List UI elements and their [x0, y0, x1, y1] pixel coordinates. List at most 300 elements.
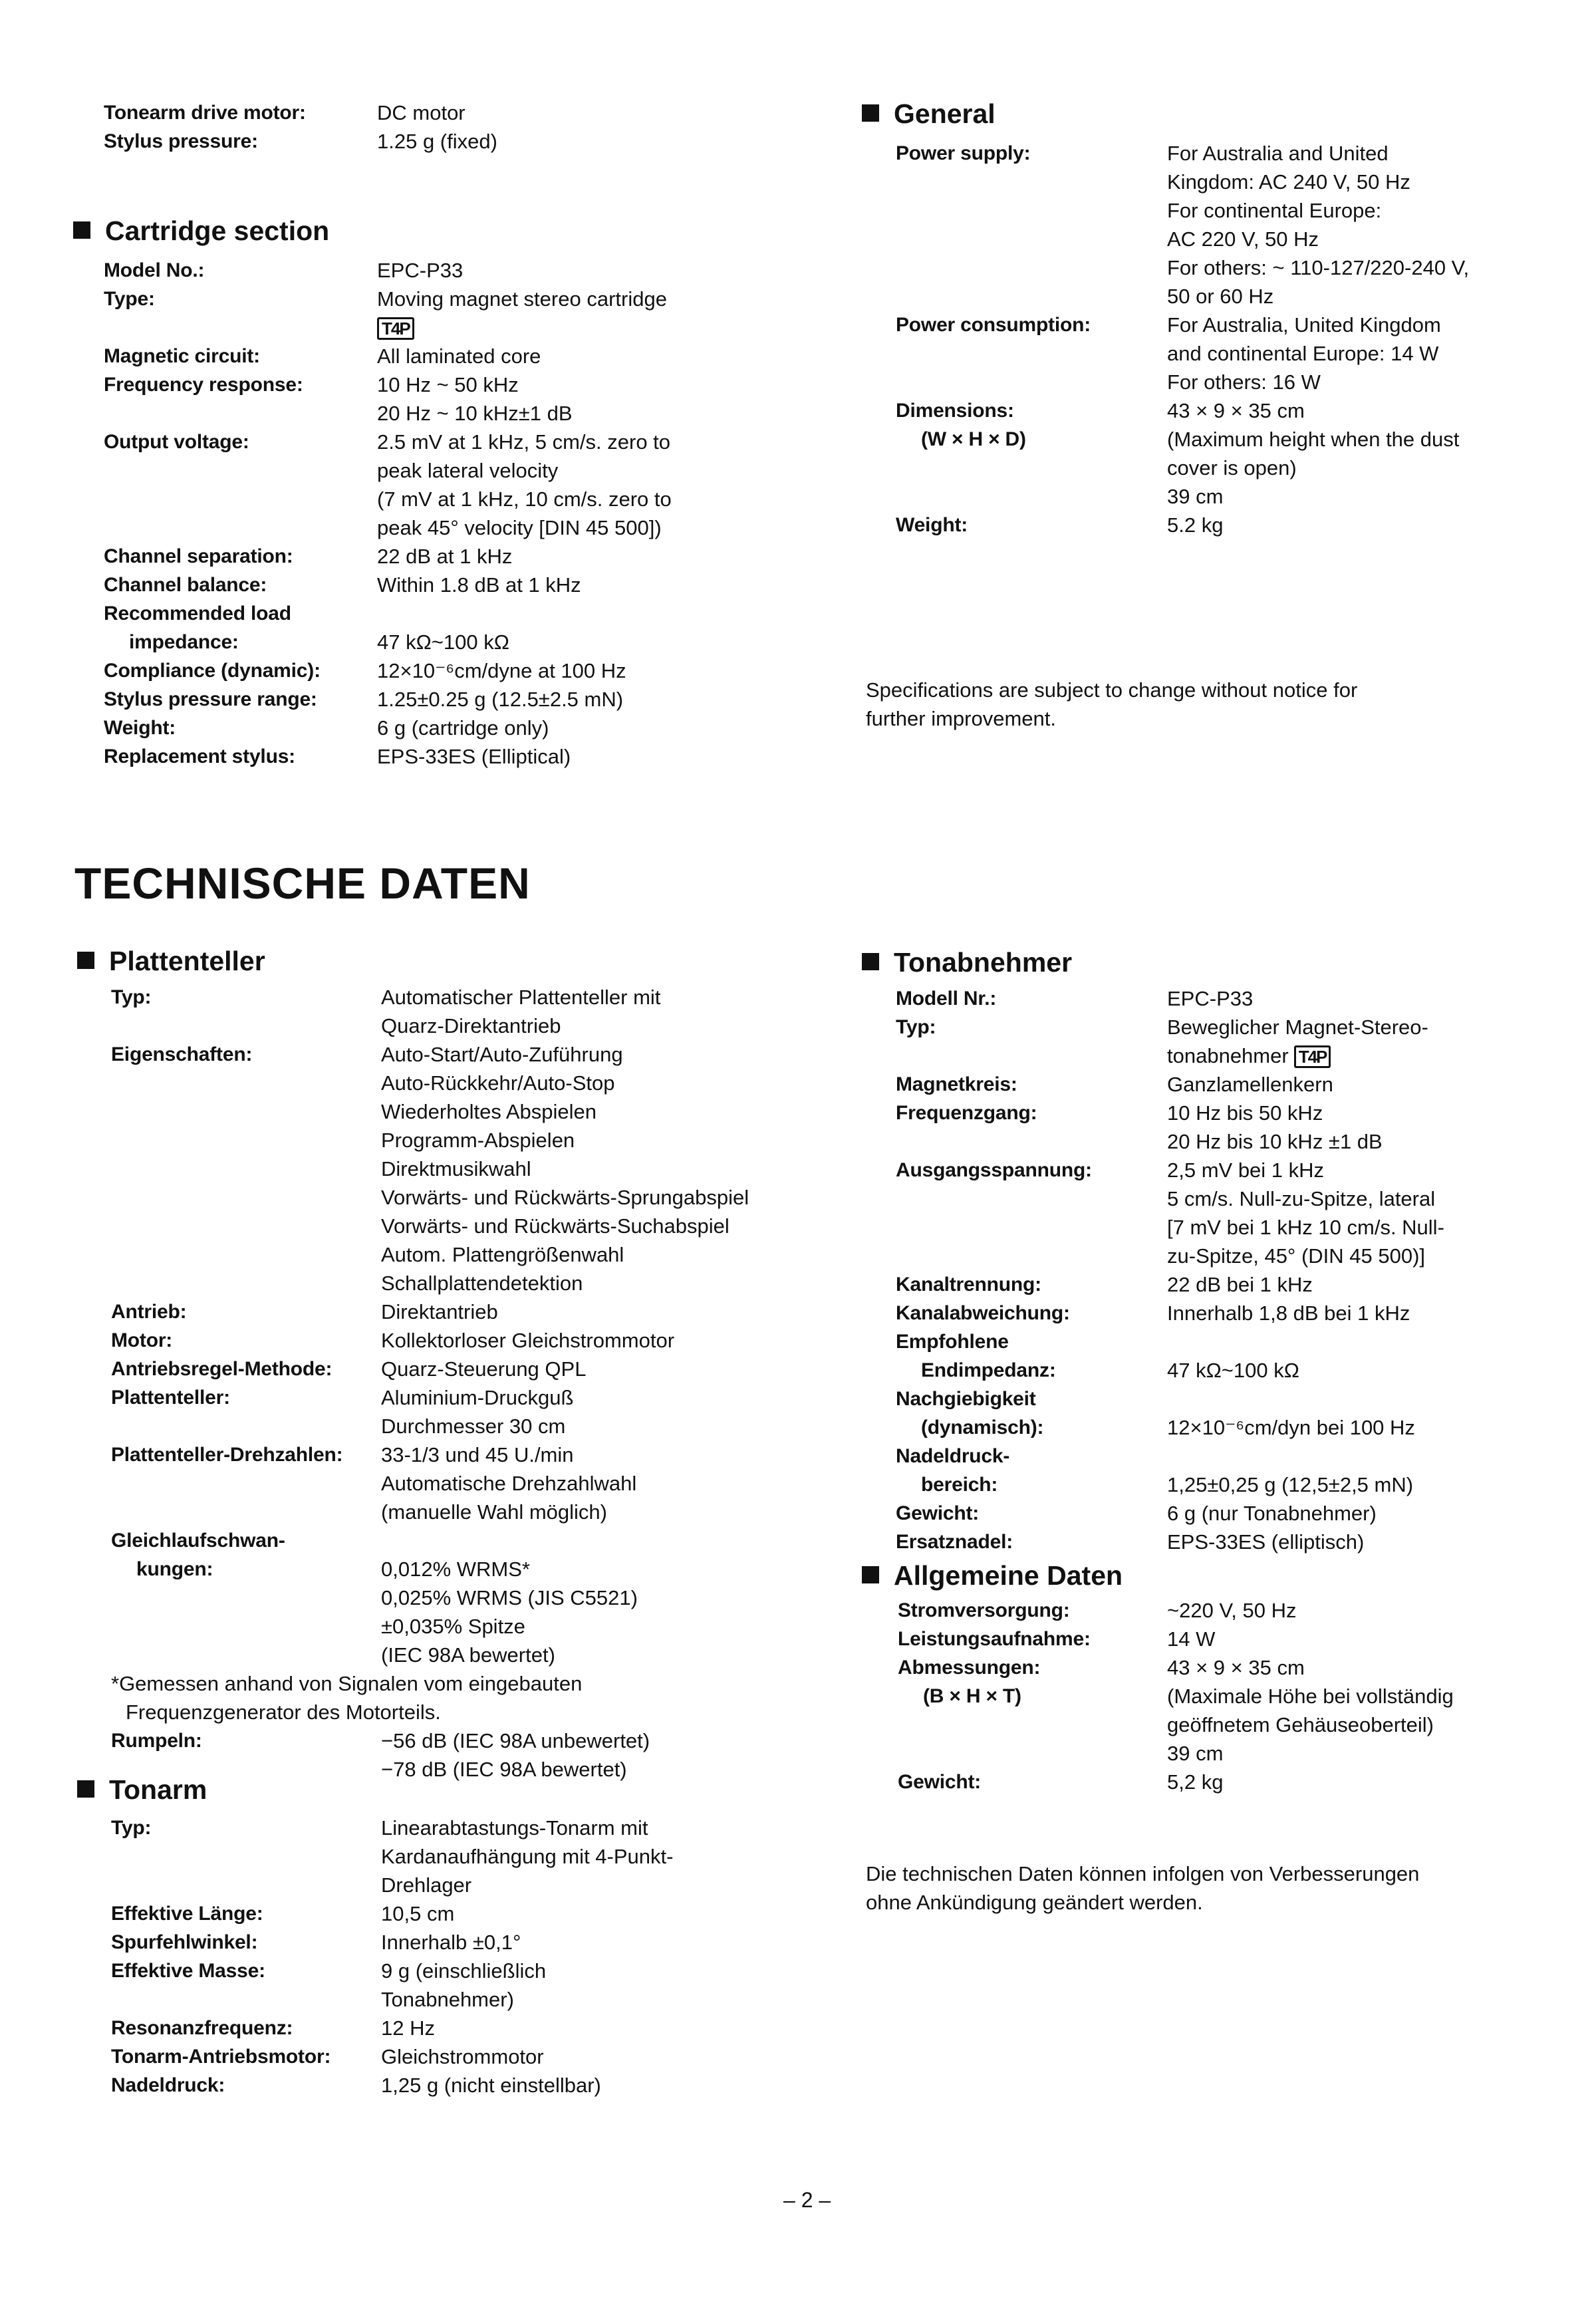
spec-value-line — [381, 1069, 749, 1097]
spec-value — [1167, 1442, 1413, 1499]
spec-label — [104, 285, 377, 342]
section-header-tonabnehmer — [862, 947, 1072, 978]
spec-label — [111, 1440, 381, 1526]
spec-label-line: Stromversorgung: — [898, 1599, 1070, 1621]
spec-label — [898, 1768, 1167, 1796]
spec-value-line — [377, 127, 497, 156]
spec-value-text: ~220 V, 50 Hz — [1167, 1599, 1297, 1622]
spec-value — [381, 1040, 749, 1297]
spec-value-text: 5,2 kg — [1167, 1770, 1224, 1794]
spec-label — [896, 1327, 1167, 1385]
spec-value-text: zu-Spitze, 45° (DIN 45 500)] — [1167, 1244, 1426, 1268]
spec-value-text: EPC-P33 — [377, 259, 464, 282]
spec-label-line: Magnetic circuit: — [104, 345, 260, 367]
spec-label — [898, 1625, 1167, 1653]
spec-value — [381, 2014, 435, 2042]
spec-value-text: Kingdom: AC 240 V, 50 Hz — [1167, 170, 1410, 194]
spec-value-text: 9 g (einschließlich — [381, 1959, 547, 1982]
notice-german — [866, 1859, 1419, 1917]
spec-value-text: 1.25±0.25 g (12.5±2.5 mN) — [377, 688, 624, 711]
spec-value-text: Aluminium-Druckguß — [381, 1386, 574, 1409]
spec-value-line — [1167, 1242, 1444, 1270]
spec-value-text: 2,5 mV bei 1 kHz — [1167, 1158, 1325, 1182]
section-title: General — [894, 98, 996, 129]
tap-logo: T4P — [1294, 1045, 1331, 1068]
spec-value-text: Tonabnehmer) — [381, 1988, 514, 2011]
spec-value-text: Linearabtastungs-Tonarm mit — [381, 1816, 648, 1840]
spec-value — [1167, 1385, 1415, 1442]
spec-row — [104, 685, 672, 714]
spec-label-line: Effektive Masse: — [111, 1960, 265, 1982]
spec-value — [377, 542, 512, 571]
section-header-general — [862, 98, 996, 130]
spec-label — [104, 571, 377, 599]
spec-label-line: Empfohlene — [896, 1331, 1009, 1353]
spec-value-text: (manuelle Wahl möglich) — [381, 1500, 607, 1524]
spec-list-tonarm — [111, 1814, 673, 2100]
spec-value-text: (7 mV at 1 kHz, 10 cm/s. zero to — [377, 487, 672, 511]
spec-label — [896, 1385, 1167, 1442]
spec-label — [896, 1442, 1167, 1499]
spec-value-text: Durchmesser 30 cm — [381, 1415, 566, 1438]
spec-row — [896, 396, 1469, 511]
spec-value — [377, 656, 626, 685]
spec-row — [111, 1899, 673, 1928]
spec-value — [377, 256, 463, 285]
spec-value-text: Vorwärts- und Rückwärts-Suchabspiel — [381, 1214, 730, 1238]
spec-row — [896, 1385, 1444, 1442]
spec-value-text: −56 dB (IEC 98A unbewertet) — [381, 1729, 650, 1752]
bullet-square-icon — [862, 104, 879, 122]
spec-value — [381, 1383, 573, 1440]
spec-value-text: Moving magnet stereo cartridge — [377, 287, 667, 311]
spec-value-line — [381, 1155, 749, 1183]
spec-value — [377, 342, 541, 370]
spec-label-line: Weight: — [104, 717, 176, 739]
spec-label-line: Spurfehlwinkel: — [111, 1931, 258, 1953]
spec-label-line: Ersatznadel: — [896, 1531, 1013, 1553]
spec-value-line — [381, 1899, 454, 1928]
spec-value — [381, 1928, 521, 1957]
spec-value — [377, 428, 672, 542]
notice-line: further improvement. — [866, 707, 1056, 730]
spec-row — [896, 1299, 1444, 1327]
spec-value — [377, 285, 667, 342]
logo-line — [377, 313, 667, 342]
notice-line: ohne Ankündigung geändert werden. — [866, 1891, 1203, 1914]
spec-value-line — [381, 983, 660, 1012]
spec-value-line — [381, 1326, 674, 1355]
spec-value — [377, 599, 509, 656]
spec-value-line — [381, 1842, 673, 1871]
spec-value-line — [381, 1469, 636, 1498]
spec-value — [1167, 511, 1223, 539]
spec-label — [111, 1526, 381, 1669]
spec-label-line: Antriebsregel-Methode: — [111, 1358, 332, 1380]
spec-row — [896, 1499, 1444, 1528]
spec-label — [111, 1040, 381, 1297]
spec-value-line — [1167, 139, 1469, 168]
spec-value-line — [381, 2014, 435, 2042]
spec-value-text: For Australia, United Kingdom — [1167, 313, 1441, 337]
spec-label-line: Stylus pressure range: — [104, 688, 317, 710]
spec-value-line — [381, 1212, 749, 1240]
spec-value-line — [381, 1871, 673, 1899]
spec-label-line: Frequenzgang: — [896, 1102, 1037, 1124]
spec-label — [896, 1070, 1167, 1099]
spec-label — [104, 370, 377, 428]
spec-row — [898, 1596, 1454, 1625]
spec-value-line — [381, 1012, 660, 1040]
spec-label-line: Power consumption: — [896, 314, 1091, 336]
spec-value — [1167, 396, 1459, 511]
spec-value-text: 6 g (nur Tonabnehmer) — [1167, 1502, 1377, 1525]
spec-label-line: Effektive Länge: — [111, 1903, 263, 1925]
spec-label — [896, 1299, 1167, 1327]
spec-label — [111, 1383, 381, 1440]
spec-value-line — [1167, 1299, 1410, 1327]
section-title: Tonabnehmer — [894, 947, 1073, 978]
spec-value-text: Wiederholtes Abspielen — [381, 1100, 597, 1123]
spec-row — [104, 656, 672, 685]
spec-value-text: Direktantrieb — [381, 1300, 498, 1323]
spec-value-text: DC motor — [377, 101, 466, 124]
spec-label — [896, 1013, 1167, 1070]
spec-value-line — [381, 2042, 544, 2071]
spec-value-line — [1167, 1739, 1454, 1768]
notice-line: Specifications are subject to change without notice for — [866, 678, 1358, 702]
bullet-square-icon — [73, 221, 90, 239]
spec-label — [104, 428, 377, 542]
spec-value-text: 12×10⁻⁶cm/dyn bei 100 Hz — [1167, 1416, 1415, 1439]
spec-label-line: Abmessungen: — [898, 1657, 1041, 1679]
spec-label — [111, 983, 381, 1040]
spec-list-allgemeine-daten — [898, 1596, 1454, 1796]
spec-value-line — [1167, 339, 1441, 368]
spec-list-plattenteller — [111, 983, 749, 1784]
spec-value-text: EPS-33ES (elliptisch) — [1167, 1530, 1365, 1554]
spec-row — [898, 1768, 1454, 1796]
spec-value-text: 1,25 g (nicht einstellbar) — [381, 2074, 601, 2097]
spec-value-text: Ganzlamellenkern — [1167, 1073, 1333, 1096]
spec-value-line — [1167, 1528, 1364, 1556]
spec-label — [896, 396, 1167, 511]
spec-value — [381, 2042, 544, 2071]
spec-value-text: 39 cm — [1167, 1742, 1224, 1765]
spec-row — [111, 2071, 673, 2100]
spec-value-text: geöffnetem Gehäuseoberteil) — [1167, 1713, 1434, 1736]
spec-value-line — [1167, 1184, 1444, 1213]
spec-value-text: Gleichstrommotor — [381, 2045, 544, 2068]
spec-value-line — [1167, 368, 1441, 396]
spec-label-line: Modell Nr.: — [896, 988, 997, 1010]
spec-label — [896, 1528, 1167, 1556]
spec-label-line: Magnetkreis: — [896, 1073, 1017, 1095]
spec-value-line — [1167, 253, 1469, 282]
spec-row — [896, 1327, 1444, 1385]
spec-value-line — [381, 1440, 636, 1469]
spec-value-text: −78 dB (IEC 98A bewertet) — [381, 1758, 627, 1781]
spec-label-line: Stylus pressure: — [104, 130, 258, 152]
spec-label — [896, 1156, 1167, 1270]
spec-label — [104, 656, 377, 685]
spec-label-line: Antrieb: — [111, 1301, 187, 1323]
spec-value-text: 0,025% WRMS (JIS C5521) — [381, 1586, 638, 1609]
spec-row — [104, 98, 497, 127]
spec-value-text: Beweglicher Magnet-Stereo- — [1167, 1016, 1428, 1039]
spec-value-line — [381, 1355, 586, 1383]
spec-value — [1167, 1653, 1454, 1768]
spec-value-text: Direktmusikwahl — [381, 1157, 531, 1180]
spec-row — [111, 1040, 749, 1297]
spec-value-text: (Maximale Höhe bei vollständig — [1167, 1685, 1454, 1708]
spec-label-line: Gewicht: — [896, 1502, 980, 1524]
spec-value — [381, 983, 660, 1040]
spec-label — [104, 542, 377, 571]
spec-value — [1167, 1528, 1364, 1556]
spec-label-line: Kanaltrennung: — [896, 1274, 1041, 1295]
spec-row — [896, 984, 1444, 1013]
spec-label-line: Channel balance: — [104, 574, 267, 596]
spec-value-line — [381, 1555, 638, 1583]
spec-value — [1167, 1156, 1444, 1270]
spec-value-line — [377, 513, 672, 542]
spec-label — [111, 1814, 381, 1899]
spec-row — [896, 1099, 1444, 1156]
spec-value-line — [1167, 1156, 1444, 1184]
spec-label — [111, 2071, 381, 2100]
spec-value — [377, 742, 571, 771]
spec-value-line — [1167, 1013, 1428, 1041]
section-title: Plattenteller — [109, 946, 265, 976]
spec-value-text: Autom. Plattengrößenwahl — [381, 1243, 624, 1266]
spec-value-line — [381, 1985, 546, 2014]
spec-value-text: Auto-Rückkehr/Auto-Stop — [381, 1071, 615, 1095]
spec-value — [381, 1957, 546, 2014]
spec-value-text: 0,012% WRMS* — [381, 1558, 530, 1581]
footnote-line: Frequenzgenerator des Motorteils. — [126, 1701, 441, 1724]
spec-value-line — [381, 1814, 673, 1842]
section-header-cartridge — [73, 215, 329, 247]
spec-value — [377, 685, 623, 714]
spec-row — [896, 1156, 1444, 1270]
spec-value — [377, 127, 497, 156]
spec-label-line: Eigenschaften: — [111, 1043, 253, 1065]
spec-value-text: 10 Hz bis 50 kHz — [1167, 1101, 1323, 1125]
spec-value-line — [1167, 1041, 1428, 1070]
spec-value-line — [381, 1040, 749, 1069]
spec-value-line — [1167, 1099, 1383, 1127]
spec-label-line: Compliance (dynamic): — [104, 660, 321, 682]
spec-value-line — [381, 1412, 573, 1440]
spec-value-text: 33-1/3 und 45 U./min — [381, 1443, 574, 1466]
spec-value — [1167, 1270, 1313, 1299]
section-title: Tonarm — [109, 1774, 207, 1805]
tap-logo: T4P — [377, 317, 414, 340]
spec-value-line — [1167, 482, 1459, 511]
spec-label-line: kungen: — [136, 1558, 213, 1580]
spec-row — [111, 1526, 749, 1669]
spec-value-text: Schallplattendetektion — [381, 1272, 583, 1295]
spec-value-text: [7 mV bei 1 kHz 10 cm/s. Null- — [1167, 1216, 1444, 1239]
spec-label-line: impedance: — [129, 631, 239, 653]
spec-value-line — [1167, 1625, 1215, 1653]
spec-value-line — [1167, 196, 1469, 225]
spec-row — [104, 370, 672, 428]
spec-label — [104, 685, 377, 714]
spec-row — [896, 1013, 1444, 1070]
spec-value-line — [377, 714, 549, 742]
spec-value-line — [1167, 1653, 1454, 1682]
spec-value — [381, 1526, 638, 1669]
spec-row — [111, 2042, 673, 2071]
spec-value-line — [377, 370, 573, 399]
spec-value-line — [377, 742, 571, 771]
spec-label-line: Kanalabweichung: — [896, 1302, 1070, 1324]
spec-value-text: Kardanaufhängung mit 4-Punkt- — [381, 1845, 674, 1868]
spec-label — [111, 2042, 381, 2071]
spec-label — [898, 1596, 1167, 1625]
spec-value-text: 43 × 9 × 35 cm — [1167, 399, 1305, 422]
spec-value-text: 1.25 g (fixed) — [377, 130, 497, 153]
spec-label-line: Frequency response: — [104, 374, 303, 396]
spec-value-text: 12×10⁻⁶cm/dyne at 100 Hz — [377, 659, 626, 682]
spec-row — [111, 1297, 749, 1326]
spec-value-line — [381, 1726, 650, 1755]
section-header-tonarm — [77, 1774, 207, 1806]
spec-label — [104, 714, 377, 742]
spec-label — [104, 98, 377, 127]
spec-value-text: 47 kΩ~100 kΩ — [1167, 1359, 1299, 1382]
spec-value-text: 47 kΩ~100 kΩ — [377, 630, 509, 654]
spec-label-line: Leistungsaufnahme: — [898, 1628, 1091, 1650]
spec-value-line — [381, 1383, 573, 1412]
spec-list-tonearm-tail — [104, 98, 497, 156]
spec-label-line: Model No.: — [104, 259, 205, 281]
spec-row — [111, 1383, 749, 1440]
spec-value-text: 20 Hz bis 10 kHz ±1 dB — [1167, 1130, 1383, 1153]
section-title: Allgemeine Daten — [894, 1560, 1123, 1591]
bullet-square-icon — [862, 953, 879, 970]
spec-label-line: Recommended load — [104, 603, 291, 624]
spec-value-line — [381, 1269, 749, 1297]
spec-value-line — [377, 399, 573, 428]
spec-label-line: Type: — [104, 288, 155, 310]
spec-value-text: 20 Hz ~ 10 kHz±1 dB — [377, 402, 573, 425]
spec-value-line — [1167, 396, 1459, 425]
spec-value-line — [381, 1097, 749, 1126]
spec-label-line: bereich: — [921, 1474, 998, 1496]
spec-value-line — [377, 428, 672, 456]
spec-label — [896, 139, 1167, 311]
spec-value-text: peak 45° velocity [DIN 45 500]) — [377, 516, 662, 539]
spec-value-line — [381, 1297, 498, 1326]
spec-value — [381, 1326, 674, 1355]
spec-label — [104, 342, 377, 370]
spec-label-line: Plattenteller: — [111, 1387, 230, 1409]
spec-row — [104, 542, 672, 571]
spec-value-line — [377, 542, 512, 571]
section-header-plattenteller — [77, 946, 265, 977]
spec-value-line — [381, 1583, 638, 1612]
spec-value-line — [1167, 168, 1469, 196]
spec-label — [111, 1297, 381, 1326]
spec-label — [104, 256, 377, 285]
spec-label-line: Motor: — [111, 1329, 173, 1351]
spec-row — [111, 1928, 673, 1957]
spec-value-line — [1167, 1070, 1333, 1099]
spec-value-text: Innerhalb ±0,1° — [381, 1931, 521, 1954]
spec-value — [381, 2071, 601, 2100]
spec-row — [104, 285, 672, 342]
footnote-line: *Gemessen anhand von Signalen vom eingebauten — [111, 1672, 583, 1695]
spec-label-line: Channel separation: — [104, 545, 293, 567]
notice-line: Die technischen Daten können infolgen von Verbesserungen — [866, 1862, 1420, 1885]
spec-value — [381, 1355, 586, 1383]
spec-value-line — [381, 1612, 638, 1641]
spec-value-line — [1167, 311, 1441, 339]
spec-label-line: Rumpeln: — [111, 1730, 202, 1752]
spec-label — [111, 1355, 381, 1383]
spec-value — [1167, 1013, 1428, 1070]
spec-label-line: Tonarm-Antriebsmotor: — [111, 2046, 331, 2068]
spec-value-line — [1167, 454, 1459, 482]
spec-value-line — [1167, 282, 1469, 311]
spec-row — [896, 511, 1469, 539]
page-number: – 2 – — [783, 2188, 831, 2212]
spec-value-line — [1167, 425, 1459, 454]
spec-value-text: All laminated core — [377, 344, 541, 368]
spec-value-line — [381, 1240, 749, 1269]
spec-row — [896, 1528, 1444, 1556]
spec-value — [381, 1726, 650, 1784]
spec-value-text: (Maximum height when the dust — [1167, 428, 1460, 451]
spec-label-line: Replacement stylus: — [104, 746, 295, 767]
spec-value-line — [377, 342, 541, 370]
spec-value-line — [377, 256, 463, 285]
spec-value-text: For continental Europe: — [1167, 199, 1382, 222]
spec-value-line — [377, 685, 623, 714]
spec-value-text: Quarz-Steuerung QPL — [381, 1357, 587, 1381]
spec-label-line: Nadeldruck: — [111, 2074, 225, 2096]
spec-value-text: 10 Hz ~ 50 kHz — [377, 373, 519, 396]
bullet-square-icon — [862, 1566, 879, 1583]
spec-row — [111, 983, 749, 1040]
spec-value-line — [1167, 1499, 1377, 1528]
spec-value — [1167, 1099, 1383, 1156]
spec-value-text: Auto-Start/Auto-Zuführung — [381, 1043, 623, 1066]
page-title-german: TECHNISCHE DATEN — [74, 859, 531, 908]
spec-row — [896, 1070, 1444, 1099]
spec-value — [1167, 1070, 1333, 1099]
spec-label-line: Gewicht: — [898, 1771, 982, 1793]
spec-value-line — [1167, 225, 1469, 253]
spec-value-line — [1167, 1356, 1299, 1385]
spec-value-line — [381, 1928, 521, 1957]
spec-label — [898, 1653, 1167, 1768]
spec-row — [896, 139, 1469, 311]
spec-value-text: Drehlager — [381, 1873, 472, 1897]
spec-row — [896, 1442, 1444, 1499]
spec-value — [381, 1899, 454, 1928]
spec-value-text: 5.2 kg — [1167, 513, 1224, 537]
spec-label-line: Tonearm drive motor: — [104, 102, 306, 124]
spec-value-line — [377, 98, 466, 127]
spec-value-text: EPC-P33 — [1167, 987, 1254, 1010]
spec-row — [898, 1653, 1454, 1768]
spec-label-line: Dimensions: — [896, 400, 1014, 422]
spec-label — [111, 1326, 381, 1355]
